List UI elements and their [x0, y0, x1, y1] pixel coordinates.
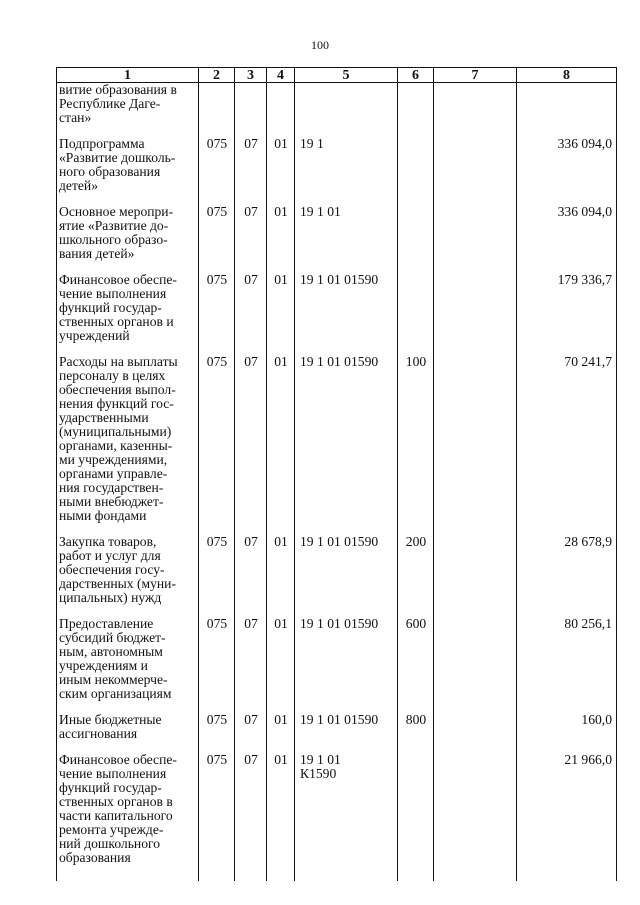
table-row	[57, 713, 617, 741]
column-header-7: 7	[434, 68, 517, 83]
row-spacer	[57, 865, 617, 881]
row-name: Закупка товаров, работ и услуг для обеспечения госу- дарственных (муни- ципальных) нужд	[59, 534, 176, 605]
row-col3: 07	[235, 137, 267, 193]
row-col8: 179 336,7	[517, 273, 617, 343]
row-name: Финансовое обеспе- чение выполнения функций государ- ственных органов и учреждений	[59, 272, 177, 343]
row-col7	[434, 535, 517, 605]
row-col6: 600	[398, 617, 434, 701]
row-col3: 07	[235, 535, 267, 605]
column-header-1: 1	[57, 68, 199, 83]
row-col4: 01	[267, 535, 295, 605]
row-col7	[434, 83, 517, 126]
row-col4: 01	[267, 355, 295, 523]
row-name: Расходы на выплаты персоналу в целях обеспечения выпол- нения функций гос- ударственными (муниципальными) органами, казенны- ми учреждениями, органами управле- ния государствен- ными внебюджет- ными фондами	[59, 354, 178, 523]
column-header-5: 5	[295, 68, 398, 83]
row-col2: 075	[199, 205, 235, 261]
row-col8	[517, 83, 617, 126]
row-col4: 01	[267, 753, 295, 865]
row-col8: 28 678,9	[517, 535, 617, 605]
row-col2	[199, 83, 235, 126]
row-col3: 07	[235, 273, 267, 343]
row-name: Иные бюджетные ассигнования	[59, 712, 162, 741]
table-header-row	[57, 68, 617, 83]
row-col3: 07	[235, 617, 267, 701]
row-col2: 075	[199, 535, 235, 605]
column-header-8: 8	[517, 68, 617, 83]
row-name: Предоставление субсидий бюджет- ным, автономным учреждениям и иным некоммерче- ским организациям	[59, 616, 172, 701]
row-col4: 01	[267, 617, 295, 701]
row-col5	[295, 83, 398, 126]
table-row	[57, 83, 617, 126]
column-header-3: 3	[235, 68, 267, 83]
column-header-6: 6	[398, 68, 434, 83]
row-col2: 075	[199, 753, 235, 865]
row-col6	[398, 273, 434, 343]
row-col4: 01	[267, 713, 295, 741]
table-row	[57, 753, 617, 865]
row-col6	[398, 137, 434, 193]
row-col6: 800	[398, 713, 434, 741]
row-col3: 07	[235, 355, 267, 523]
row-col7	[434, 753, 517, 865]
page-number: 100	[311, 38, 329, 52]
row-col3: 07	[235, 205, 267, 261]
row-col7	[434, 273, 517, 343]
row-col5: 19 1 01 К1590	[300, 752, 341, 781]
row-col2: 075	[199, 617, 235, 701]
row-col5: 19 1 01 01590	[295, 355, 398, 523]
row-col5: 19 1 01 01590	[295, 617, 398, 701]
table-row	[57, 535, 617, 605]
row-name: Подпрограмма «Развитие дошколь- ного образования детей»	[59, 136, 176, 193]
budget-table	[56, 67, 617, 881]
row-col5: 19 1 01 01590	[295, 535, 398, 605]
column-header-2: 2	[199, 68, 235, 83]
row-col8: 21 966,0	[517, 753, 617, 865]
row-name: витие образования в Республике Даге- стан»	[59, 82, 177, 125]
row-col3: 07	[235, 713, 267, 741]
row-name: Финансовое обеспе- чение выполнения функций государ- ственных органов в части капитального ремонта учрежде- ний дошкольного образования	[59, 752, 177, 865]
row-col4: 01	[267, 205, 295, 261]
row-col5: 19 1 01 01590	[295, 273, 398, 343]
row-col7	[434, 205, 517, 261]
row-col8: 336 094,0	[517, 205, 617, 261]
row-col2: 075	[199, 273, 235, 343]
row-name: Основное меропри- ятие «Развитие до- школьного образо- вания детей»	[59, 204, 174, 261]
row-col2: 075	[199, 713, 235, 741]
table-row	[57, 355, 617, 523]
row-col7	[434, 355, 517, 523]
row-col5: 19 1 01	[295, 205, 398, 261]
row-col6: 200	[398, 535, 434, 605]
table-row	[57, 137, 617, 193]
row-col8: 80 256,1	[517, 617, 617, 701]
row-col4: 01	[267, 137, 295, 193]
row-col7	[434, 137, 517, 193]
row-col6	[398, 205, 434, 261]
row-col5: 19 1	[295, 137, 398, 193]
row-col3	[235, 83, 267, 126]
table-row	[57, 617, 617, 701]
row-col2: 075	[199, 355, 235, 523]
row-col6	[398, 83, 434, 126]
row-col8: 160,0	[517, 713, 617, 741]
row-col4	[267, 83, 295, 126]
column-header-4: 4	[267, 68, 295, 83]
row-col6	[398, 753, 434, 865]
row-col2: 075	[199, 137, 235, 193]
row-col3: 07	[235, 753, 267, 865]
row-col5: 19 1 01 01590	[295, 713, 398, 741]
row-col8: 336 094,0	[517, 137, 617, 193]
table-row	[57, 273, 617, 343]
row-col8: 70 241,7	[517, 355, 617, 523]
row-col4: 01	[267, 273, 295, 343]
row-col7	[434, 713, 517, 741]
table-row	[57, 205, 617, 261]
row-col7	[434, 617, 517, 701]
row-col6: 100	[398, 355, 434, 523]
